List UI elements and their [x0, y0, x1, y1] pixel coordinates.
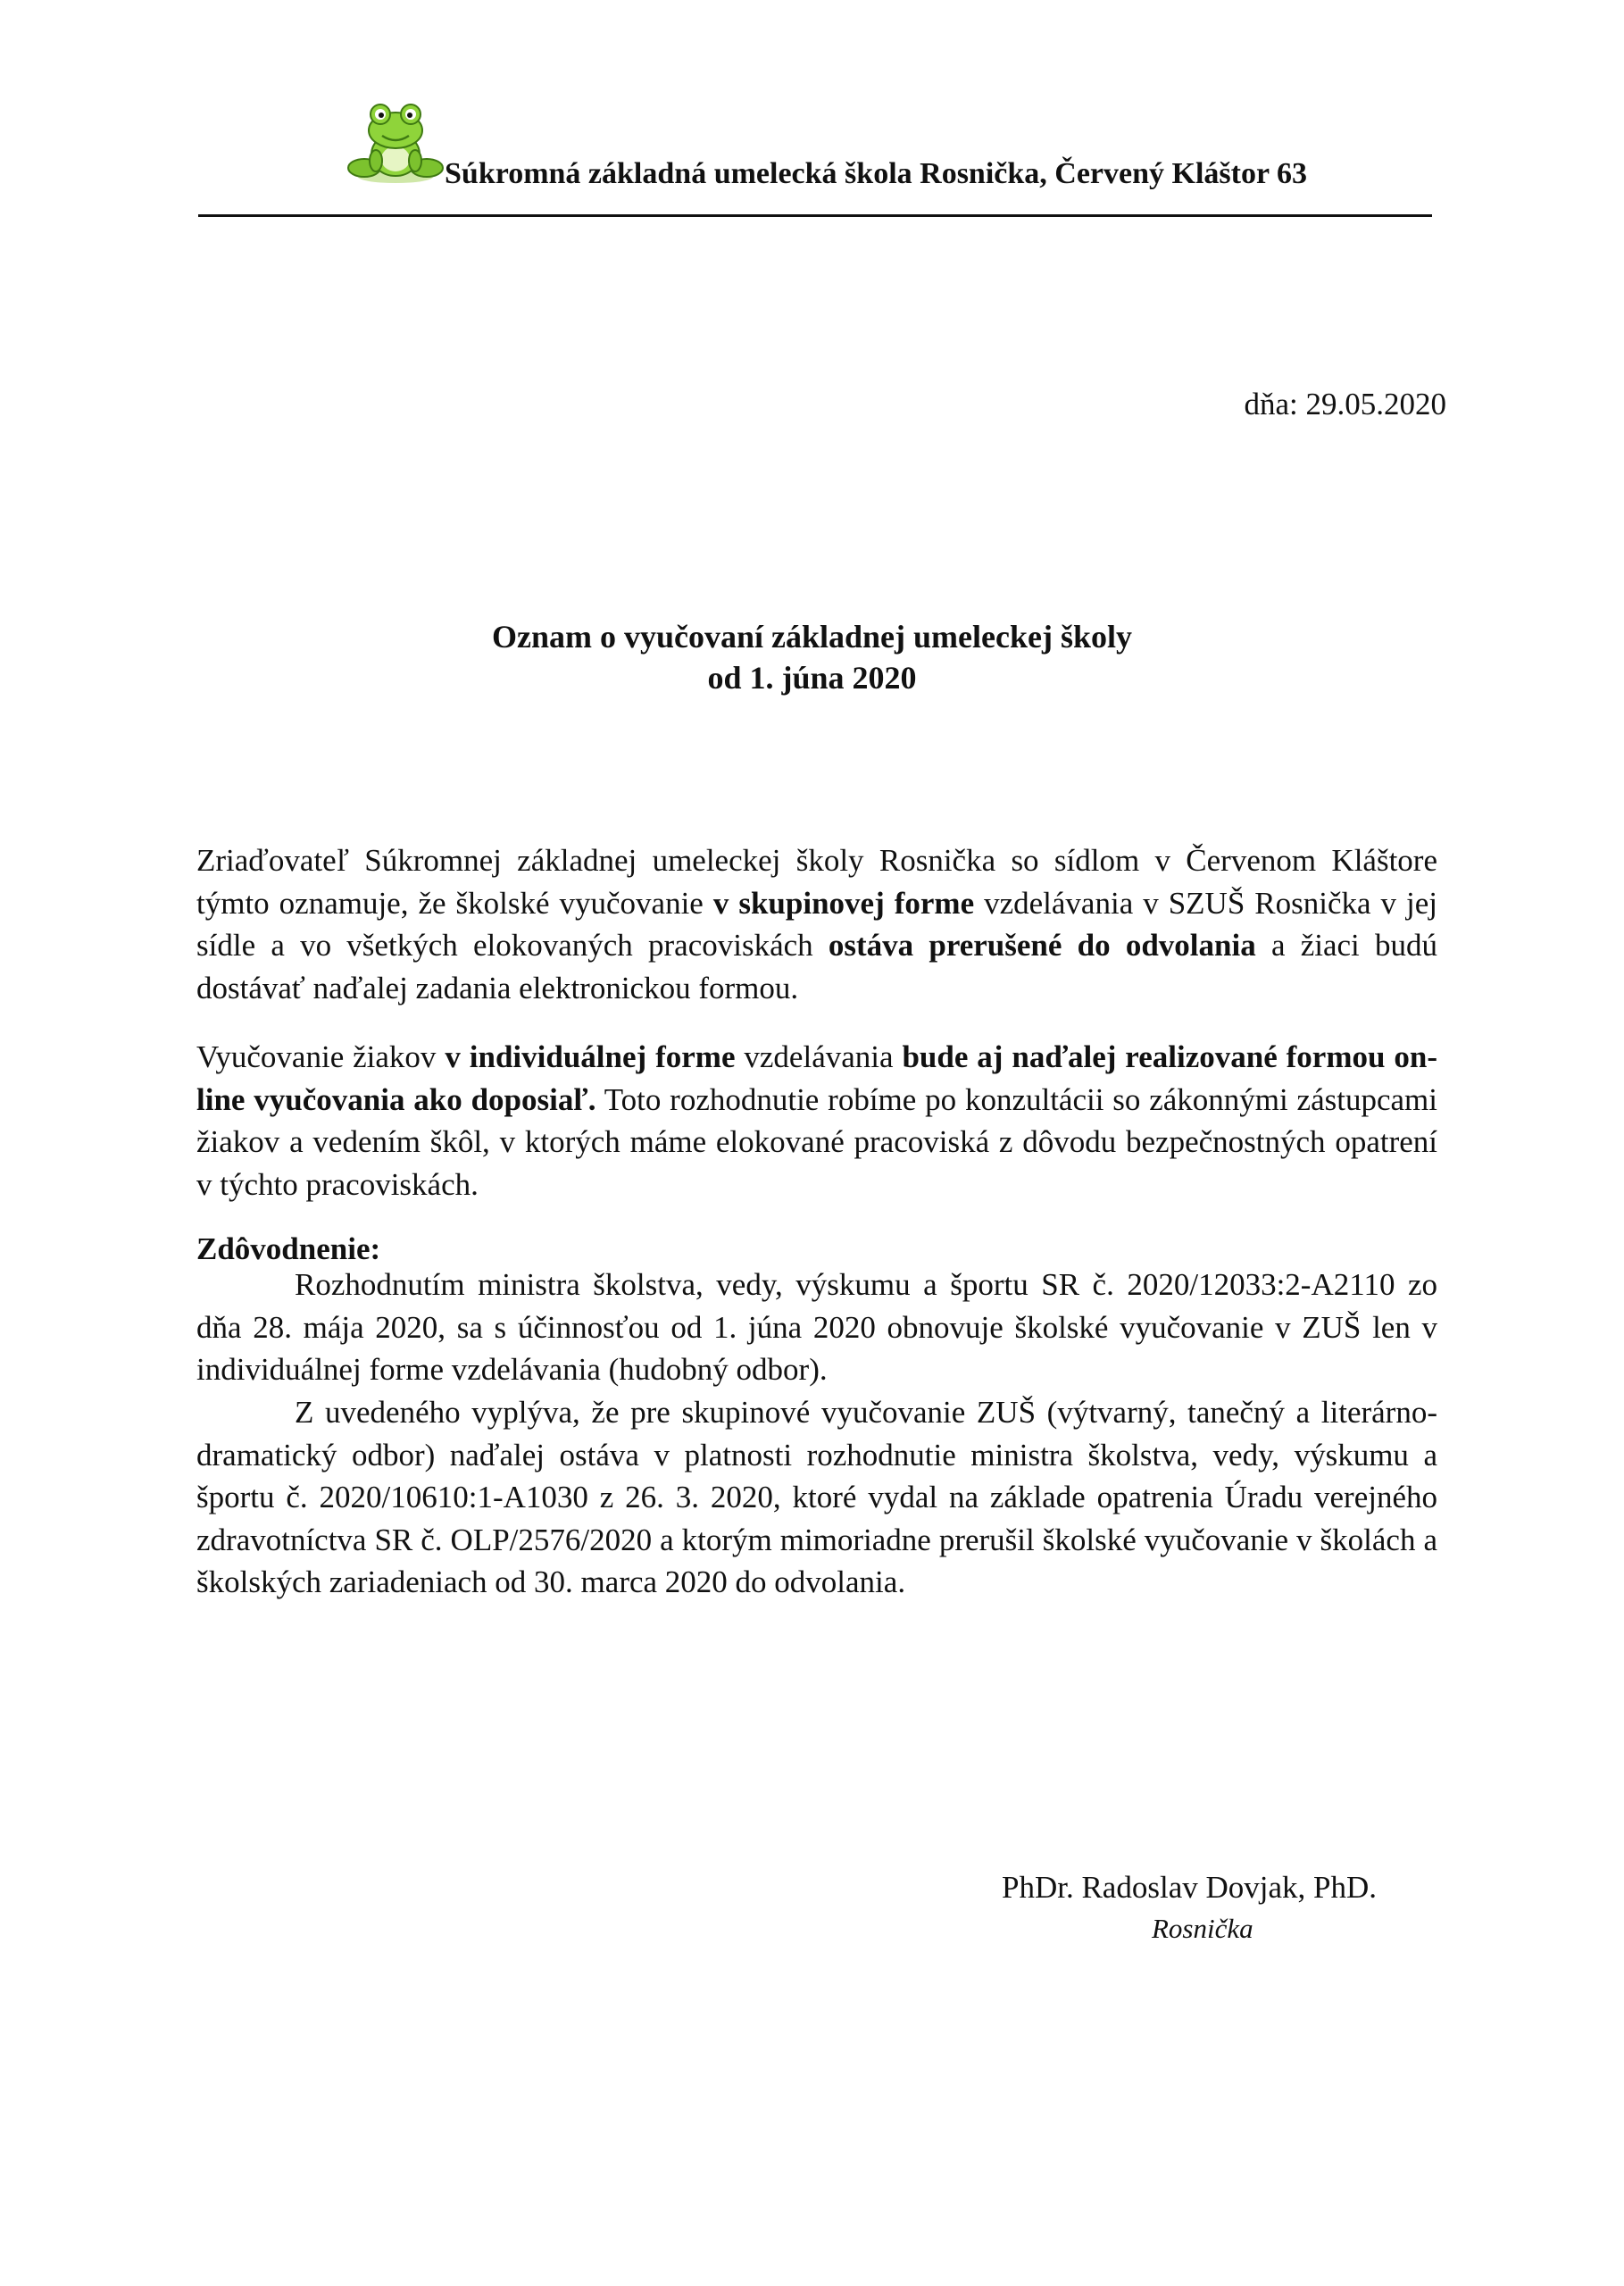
- frog-logo-icon: [346, 96, 445, 186]
- paragraph-individual-teaching: Vyučovanie žiakov v individuálnej forme vzdelávania bude aj naďalej realizované formou on-line vyučovania ako doposiaľ. Toto rozhodnutie robíme po konzultácii so zákonnými zástupcami žiakov a vedením škôl, v ktorých máme elokované pracoviská z dôvodu bezpečnostných opatrení v týchto pracoviskách.: [196, 1039, 1437, 1202]
- signature-organization: Rosnička: [1152, 1913, 1253, 1944]
- justification-paragraph-1: Rozhodnutím ministra školstva, vedy, výskumu a športu SR č. 2020/12033:2-A2110 zo dňa 28. mája 2020, sa s účinnosťou od 1. júna 2020 obnovuje školské vyučovanie v ZUŠ len v individuálnej forme vzdelávania (hudobný odbor).: [196, 1267, 1437, 1387]
- signature-name: PhDr. Radoslav Dovjak, PhD.: [1002, 1870, 1377, 1905]
- paragraph-group-teaching: Zriaďovateľ Súkromnej základnej umeleckej školy Rosnička so sídlom v Červenom Kláštore týmto oznamuje, že školské vyučovanie v skupinovej forme vzdelávania v SZUŠ Rosnička v jej sídle a vo všetkých elokovaných pracoviskách ostáva prerušené do odvolania a žiaci budú dostávať naďalej zadania elektronickou formou.: [196, 843, 1438, 1005]
- justification-heading: Zdôvodnenie:: [196, 1231, 381, 1266]
- document-date: dňa: 29.05.2020: [1244, 387, 1446, 421]
- justification-paragraph-2: Z uvedeného vyplýva, že pre skupinové vyučovanie ZUŠ (výtvarný, tanečný a literárno-dramatický odbor) naďalej ostáva v platnosti rozhodnutie ministra školstva, vedy, výskumu a športu č. 2020/10610:1-A1030 z 26. 3. 2020, ktoré vydal na základe opatrenia Úradu verejného zdravotníctva SR č. OLP/2576/2020 a ktorým mimoriadne prerušil školské vyučovanie v školách a školských zariadeniach od 30. marca 2020 do odvolania.: [196, 1395, 1437, 1599]
- document-title: Oznam o vyučovaní základnej umeleckej školy: [492, 619, 1132, 655]
- school-name-header: Súkromná základná umelecká škola Rosnička, Červený Kláštor 63: [445, 157, 1307, 190]
- header-divider: [198, 214, 1432, 217]
- document-title-date: od 1. júna 2020: [707, 660, 917, 696]
